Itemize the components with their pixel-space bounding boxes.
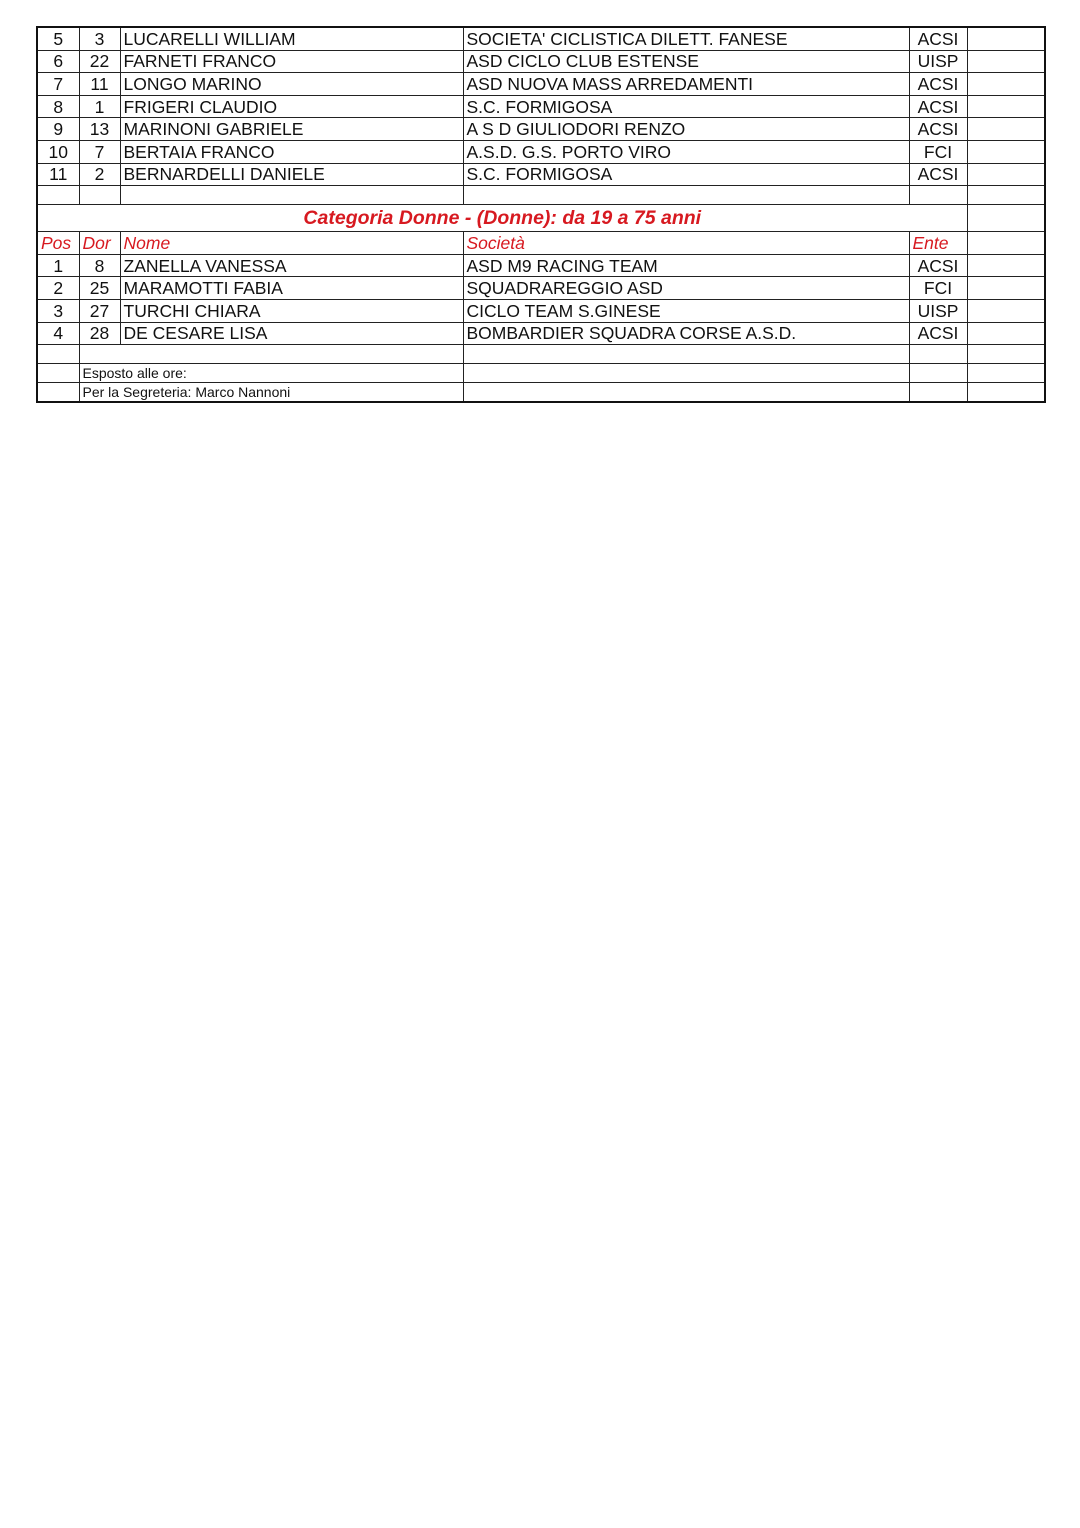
position-cell: 5 [37,27,79,50]
empty-cell [37,345,79,364]
entity-cell: ACSI [909,95,967,118]
team-cell: A.S.D. G.S. PORTO VIRO [463,140,909,163]
entity-cell: FCI [909,140,967,163]
bib-cell: 11 [79,73,120,96]
header-dor: Dor [79,232,120,255]
table-row [37,118,1045,141]
name-cell: LONGO MARINO [120,73,463,96]
extra-cell [967,140,1045,163]
bib-cell: 28 [79,322,120,345]
table-row [37,299,1045,322]
team-cell: S.C. FORMIGOSA [463,163,909,186]
position-cell: 1 [37,254,79,277]
header-pos: Pos [37,232,79,255]
name-cell: BERTAIA FRANCO [120,140,463,163]
name-cell: ZANELLA VANESSA [120,254,463,277]
extra-cell [967,95,1045,118]
name-cell: DE CESARE LISA [120,322,463,345]
extra-cell [967,73,1045,96]
position-cell: 2 [37,277,79,300]
extra-cell [967,299,1045,322]
exposed-time-label: Esposto alle ore: [79,364,463,383]
header-nome: Nome [120,232,463,255]
position-cell: 6 [37,50,79,73]
footer-row [37,383,1045,403]
team-cell: BOMBARDIER SQUADRA CORSE A.S.D. [463,322,909,345]
bib-cell: 25 [79,277,120,300]
team-cell: ASD M9 RACING TEAM [463,254,909,277]
table-row [37,27,1045,50]
bib-cell: 13 [79,118,120,141]
extra-cell [967,27,1045,50]
header-ente: Ente [909,232,967,255]
category-title: Categoria Donne - (Donne): da 19 a 75 anni [37,205,967,232]
secretary-label: Per la Segreteria: Marco Nannoni [79,383,463,403]
entity-cell: ACSI [909,322,967,345]
position-cell: 4 [37,322,79,345]
bib-cell: 2 [79,163,120,186]
bib-cell: 1 [79,95,120,118]
header-row [37,232,1045,255]
bib-cell: 27 [79,299,120,322]
table-row [37,277,1045,300]
table-row [37,140,1045,163]
entity-cell: ACSI [909,27,967,50]
empty-cell [967,345,1045,364]
team-cell: SOCIETA' CICLISTICA DILETT. FANESE [463,27,909,50]
entity-cell: UISP [909,299,967,322]
empty-cell [909,364,967,383]
empty-row [37,345,1045,364]
empty-cell [79,186,120,205]
name-cell: LUCARELLI WILLIAM [120,27,463,50]
results-table [36,26,1046,403]
bib-cell: 7 [79,140,120,163]
empty-row [37,186,1045,205]
team-cell: A S D GIULIODORI RENZO [463,118,909,141]
table-row [37,73,1045,96]
table-row [37,254,1045,277]
empty-cell [120,186,463,205]
name-cell: TURCHI CHIARA [120,299,463,322]
position-cell: 10 [37,140,79,163]
empty-cell [79,345,463,364]
team-cell: SQUADRAREGGIO ASD [463,277,909,300]
extra-cell [967,50,1045,73]
extra-cell [967,205,1045,232]
extra-cell [967,163,1045,186]
team-cell: CICLO TEAM S.GINESE [463,299,909,322]
team-cell: ASD CICLO CLUB ESTENSE [463,50,909,73]
name-cell: FRIGERI CLAUDIO [120,95,463,118]
bib-cell: 3 [79,27,120,50]
empty-cell [967,383,1045,403]
header-societa: Società [463,232,909,255]
extra-cell [967,232,1045,255]
empty-cell [463,383,909,403]
table-row [37,50,1045,73]
empty-cell [463,345,909,364]
table-row [37,322,1045,345]
table-row [37,163,1045,186]
team-cell: ASD NUOVA MASS ARREDAMENTI [463,73,909,96]
empty-cell [909,345,967,364]
empty-cell [37,364,79,383]
position-cell: 3 [37,299,79,322]
empty-cell [967,186,1045,205]
empty-cell [463,186,909,205]
entity-cell: ACSI [909,118,967,141]
extra-cell [967,322,1045,345]
empty-cell [909,186,967,205]
team-cell: S.C. FORMIGOSA [463,95,909,118]
entity-cell: UISP [909,50,967,73]
extra-cell [967,277,1045,300]
empty-cell [909,383,967,403]
extra-cell [967,254,1045,277]
footer-row [37,364,1045,383]
name-cell: MARAMOTTI FABIA [120,277,463,300]
extra-cell [967,118,1045,141]
name-cell: BERNARDELLI DANIELE [120,163,463,186]
empty-cell [463,364,909,383]
position-cell: 7 [37,73,79,96]
position-cell: 9 [37,118,79,141]
empty-cell [967,364,1045,383]
entity-cell: ACSI [909,163,967,186]
name-cell: FARNETI FRANCO [120,50,463,73]
entity-cell: ACSI [909,73,967,96]
position-cell: 8 [37,95,79,118]
entity-cell: FCI [909,277,967,300]
bib-cell: 22 [79,50,120,73]
empty-cell [37,186,79,205]
bib-cell: 8 [79,254,120,277]
entity-cell: ACSI [909,254,967,277]
table-row [37,95,1045,118]
empty-cell [37,383,79,403]
name-cell: MARINONI GABRIELE [120,118,463,141]
position-cell: 11 [37,163,79,186]
category-row [37,205,1045,232]
